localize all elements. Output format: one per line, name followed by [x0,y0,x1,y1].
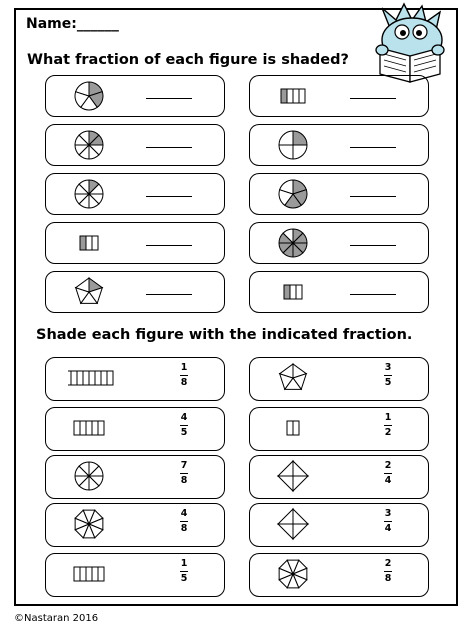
target-fraction [378,460,398,487]
identify-card [45,222,225,264]
rectangle-part [293,421,299,435]
answer-line[interactable] [146,294,192,295]
rectangle-part [287,89,293,103]
shade-figure[interactable] [68,507,128,541]
rectangle-part [86,567,92,581]
shade-card [45,553,225,597]
shade-card [45,503,225,547]
identify-card [45,271,225,313]
answer-line[interactable] [350,196,396,197]
answer-line[interactable] [146,196,192,197]
target-fraction [174,362,194,389]
rectangle-part [89,371,95,385]
fraction-numerator: 1 [384,412,392,423]
shade-figure[interactable] [68,411,128,445]
copyright-text: ©Nastaran 2016 [14,613,99,624]
circle-sector [279,131,293,145]
target-fraction [378,362,398,389]
shade-card [249,553,429,597]
rectangle-part [299,89,305,103]
answer-line[interactable] [350,98,396,99]
rectangle-part [281,89,287,103]
rectangle-part [92,236,98,250]
identify-figure [272,79,332,113]
fraction-numerator: 1 [180,558,188,569]
answer-line[interactable] [146,245,192,246]
identify-figure [272,128,332,162]
polygon-section [293,461,308,476]
identify-card [249,75,429,117]
fraction-denominator: 8 [384,573,392,584]
rectangle-part [98,567,104,581]
target-fraction [174,508,194,535]
polygon-section [278,461,293,476]
fraction-numerator: 2 [384,460,392,471]
fraction-denominator: 5 [180,427,188,438]
identify-card [249,222,429,264]
answer-line[interactable] [146,147,192,148]
identify-figure [68,177,128,211]
identify-card [249,173,429,215]
target-fraction [378,412,398,439]
polygon-section [293,509,308,524]
rectangle-part [71,371,77,385]
shade-figure[interactable] [272,411,332,445]
rectangle-part [74,567,80,581]
identify-card [45,173,225,215]
target-fraction [174,558,194,585]
fraction-numerator: 3 [384,508,392,519]
fraction-numerator: 3 [384,362,392,373]
target-fraction [378,508,398,535]
shade-card [249,455,429,499]
rectangle-part [92,421,98,435]
shade-figure[interactable] [272,459,332,493]
rectangle-part [86,236,92,250]
section-title-identify: What fraction of each figure is shaded? [27,52,349,68]
rectangle-part [92,567,98,581]
rectangle-part [80,236,86,250]
shade-card [45,455,225,499]
rectangle-part [287,421,293,435]
identify-figure [272,177,332,211]
target-fraction [378,558,398,585]
target-fraction [174,412,194,439]
identify-card [249,124,429,166]
rectangle-part [74,421,80,435]
identify-card [45,124,225,166]
fraction-numerator: 4 [180,508,188,519]
rectangle-part [98,421,104,435]
name-field-label: Name:______ [26,16,119,32]
rectangle-part [284,285,290,299]
shade-figure[interactable] [272,507,332,541]
fraction-denominator: 4 [384,523,392,534]
rectangle-part [86,421,92,435]
shade-figure[interactable] [272,361,332,395]
polygon-section [278,476,293,491]
fraction-denominator: 5 [180,573,188,584]
fraction-denominator: 8 [180,377,188,388]
shade-card [45,407,225,451]
fraction-numerator: 2 [384,558,392,569]
polygon-section [293,524,308,539]
circle-sector [293,145,307,159]
identify-figure [68,128,128,162]
shade-figure[interactable] [68,361,128,395]
shade-figure[interactable] [68,459,128,493]
fraction-denominator: 8 [180,523,188,534]
fraction-denominator: 2 [384,427,392,438]
rectangle-part [107,371,113,385]
shade-figure[interactable] [272,557,332,591]
rectangle-part [95,371,101,385]
fraction-denominator: 8 [180,475,188,486]
shade-card [249,503,429,547]
identify-figure [272,275,332,309]
identify-figure [68,275,128,309]
answer-line[interactable] [146,98,192,99]
rectangle-part [101,371,107,385]
shade-card [249,357,429,401]
circle-sector [293,131,307,145]
answer-line[interactable] [350,245,396,246]
rectangle-part [296,285,302,299]
identify-card [249,271,429,313]
rectangle-part [77,371,83,385]
answer-line[interactable] [350,294,396,295]
monster-reading-book-icon [360,0,460,84]
shade-card [45,357,225,401]
fraction-numerator: 1 [180,362,188,373]
identify-figure [272,226,332,260]
identify-figure [68,226,128,260]
identify-figure [68,79,128,113]
shade-card [249,407,429,451]
fraction-denominator: 4 [384,475,392,486]
fraction-numerator: 7 [180,460,188,471]
answer-line[interactable] [350,147,396,148]
rectangle-part [80,567,86,581]
identify-card [45,75,225,117]
fraction-denominator: 5 [384,377,392,388]
rectangle-part [293,89,299,103]
polygon-section [278,509,293,524]
target-fraction [174,460,194,487]
rectangle-part [80,421,86,435]
fraction-numerator: 4 [180,412,188,423]
polygon-section [278,524,293,539]
circle-sector [279,145,293,159]
rectangle-part [290,285,296,299]
section-title-shade: Shade each figure with the indicated fraction. [36,327,413,343]
polygon-section [293,476,308,491]
rectangle-part [83,371,89,385]
shade-figure[interactable] [68,557,128,591]
